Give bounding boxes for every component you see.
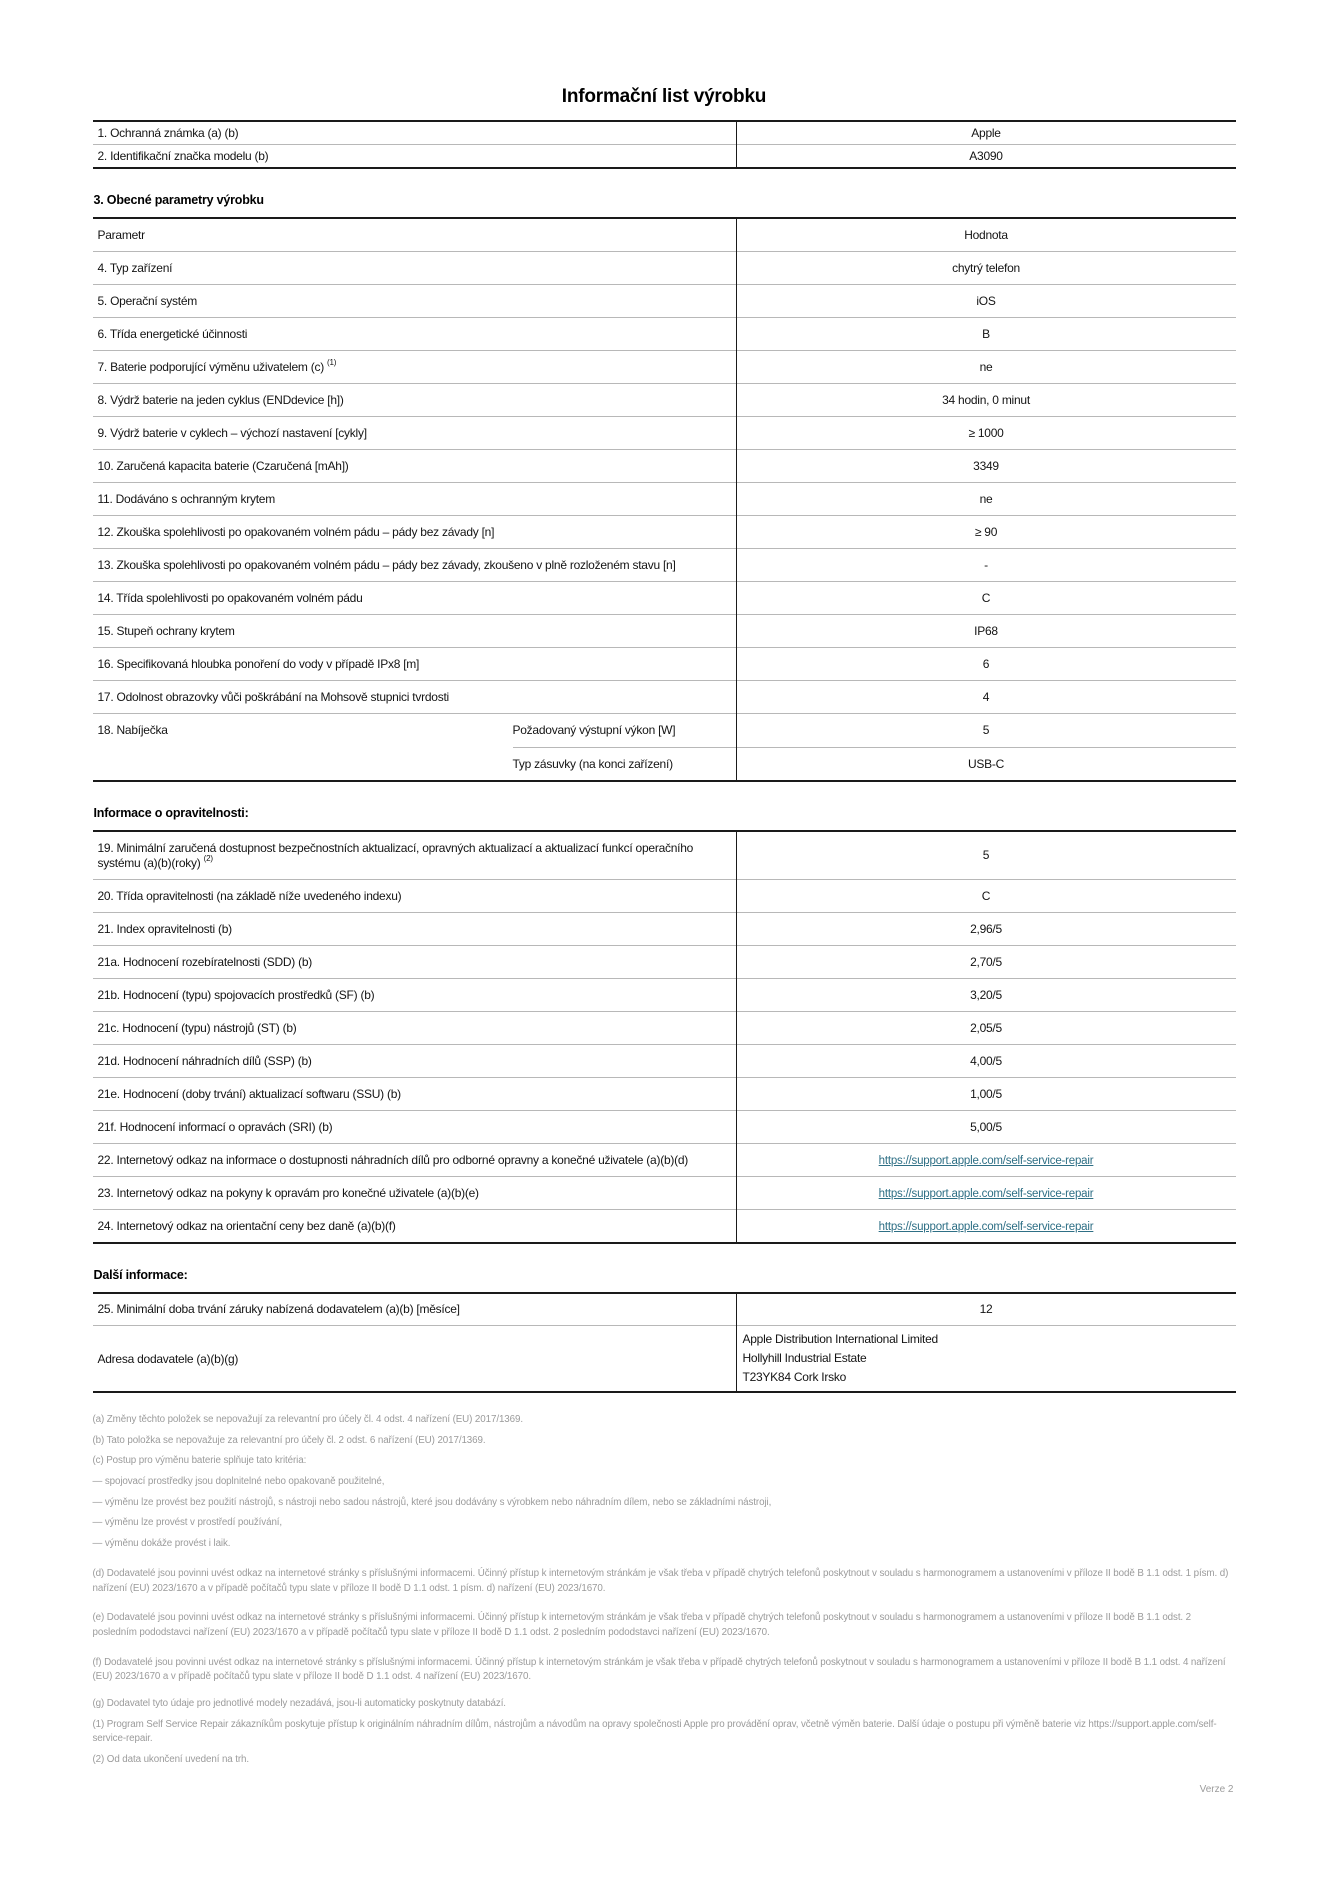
table-row <box>93 317 1236 350</box>
param-label: Adresa dodavatele (a)(b)(g) <box>93 1326 737 1393</box>
address-line: T23YK84 Cork Irsko <box>742 1370 847 1384</box>
param-value: 6 <box>736 647 1236 680</box>
param-label <box>93 831 737 880</box>
param-value: 2,70/5 <box>736 946 1236 979</box>
version-label: Verze 2 <box>1199 1783 1234 1795</box>
param-label: 12. Zkouška spolehlivosti po opakovaném volném pádu – pády bez závady [n] <box>93 515 737 548</box>
charger-sub-label: Požadovaný výstupní výkon [W] <box>512 723 676 737</box>
table-row <box>93 145 1236 169</box>
table-row <box>93 284 1236 317</box>
param-value: 12 <box>979 1302 993 1317</box>
param-label: 6. Třída energetické účinnosti <box>93 317 737 350</box>
charger-sub-value: USB-C <box>737 747 1236 780</box>
supplier-address <box>736 1326 1236 1393</box>
section-heading-additional: Další informace: <box>93 1267 188 1282</box>
footnote-f: (f) Dodavatelé jsou povinni uvést odkaz na internetové stránky s příslušnými informacemi. Účinný přístup k internetovým stránkám je však třeba v případě chytrých telefonů poskytnout v souladu s harmonogramem a ustanoveními v příloze II bodě B 1.1 odst. 4 nařízení (EU) 2023/1670 a v případě počítačů typu slate v příloze II bodě D 1.1 odst. 4 nařízení (EU) 2023/1670. <box>92 1656 1226 1683</box>
table-row <box>93 979 1236 1012</box>
param-label: 9. Výdrž baterie v cyklech – výchozí nastavení [cykly] <box>93 416 737 449</box>
identification-table <box>93 120 1236 169</box>
param-label: 21f. Hodnocení informací o opravách (SRI) (b) <box>93 1111 737 1144</box>
table-row <box>93 515 1236 548</box>
footnote-d: (d) Dodavatelé jsou povinni uvést odkaz na internetové stránky s příslušnými informacemi. Účinný přístup k internetovým stránkám je však třeba v případě chytrých telefonů poskytnout v souladu s harmonogramem a ustanoveními v příloze II bodě B 1.1 odst. 1 písm. d) nařízení (EU) 2023/1670 a v případě počítačů typu slate v příloze II bodě D 1.1 odst. 1 písm. d) nařízení (EU) 2023/1670. <box>92 1567 1229 1594</box>
param-label: 20. Třída opravitelnosti (na základě níže uvedeného indexu) <box>93 880 737 913</box>
repairability-table <box>93 830 1236 1244</box>
footnote-a: (a) Změny těchto položek se nepovažují za relevantní pro účely čl. 4 odst. 4 nařízení (EU) 2017/1369. <box>92 1414 523 1425</box>
param-label: 1. Ochranná známka (a) (b) <box>93 121 737 145</box>
footnote-g: (g) Dodavatel tyto údaje pro jednotlivé modely nezadává, jsou-li automaticky poskytnuty databází. <box>92 1697 506 1709</box>
param-label: 8. Výdrž baterie na jeden cyklus (ENDdevice [h]) <box>93 383 737 416</box>
section-heading-general: 3. Obecné parametry výrobku <box>93 193 264 207</box>
footnote-2: (2) Od data ukončení uvedení na trh. <box>92 1754 250 1765</box>
param-value: 34 hodin, 0 minut <box>736 383 1236 416</box>
table-row <box>93 416 1236 449</box>
param-value: ne <box>736 482 1236 515</box>
param-label-text: 19. Minimální zaručená dostupnost bezpečnostních aktualizací, opravných aktualizací a aktualizací funkcí operačního systému (a)(b)(roky) <box>97 840 694 870</box>
footnote-ref-2: (2) <box>203 853 213 863</box>
param-label <box>93 350 737 383</box>
table-row <box>93 831 1236 880</box>
table-row <box>93 1293 1236 1326</box>
param-label: 21b. Hodnocení (typu) spojovacích prostředků (SF) (b) <box>93 979 737 1012</box>
column-header-parametr: Parametr <box>93 218 737 251</box>
footnote-b: (b) Tato položka se nepovažuje za relevantní pro účely čl. 2 odst. 6 nařízení (EU) 2017/1369. <box>92 1434 486 1446</box>
param-label: 25. Minimální doba trvání záruky nabízená dodavatelem (a)(b) [měsíce] <box>93 1293 737 1326</box>
table-row <box>93 449 1236 482</box>
param-value: ne <box>736 350 1236 383</box>
table-row <box>93 581 1236 614</box>
param-value: 3349 <box>736 449 1236 482</box>
param-label: 2. Identifikační značka modelu (b) <box>93 145 737 169</box>
repair-instructions-link[interactable]: https://support.apple.com/self-service-repair <box>878 1188 1094 1200</box>
table-header-row <box>93 218 1236 251</box>
param-label: 17. Odolnost obrazovky vůči poškrábání na Mohsově stupnici tvrdosti <box>93 680 737 713</box>
param-value: ≥ 90 <box>736 515 1236 548</box>
param-value: B <box>736 317 1236 350</box>
table-row <box>93 913 1236 946</box>
param-value: 1,00/5 <box>736 1078 1236 1111</box>
table-row <box>93 121 1236 145</box>
table-row <box>93 880 1236 913</box>
param-value: IP68 <box>736 614 1236 647</box>
param-label-text: 7. Baterie podporující výměnu uživatelem (c) <box>97 360 324 374</box>
table-row <box>93 1045 1236 1078</box>
param-value: C <box>736 880 1236 913</box>
footnote-c-criterion: — výměnu dokáže provést i laik. <box>92 1538 231 1550</box>
footnote-1: (1) Program Self Service Repair zákazníkům poskytuje přístup k originálním náhradním dílům, nástrojům a návodům na opravy společnosti Apple pro provádění oprav, včetně výměn baterie. Další údaje o postupu při výměně baterie viz https://support.apple.com/self-service-repair. <box>92 1718 1217 1745</box>
table-row <box>93 350 1236 383</box>
param-value: - <box>736 548 1236 581</box>
param-label: 15. Stupeň ochrany krytem <box>93 614 737 647</box>
param-value: 5 <box>982 848 990 863</box>
table-row <box>93 1078 1236 1111</box>
table-row <box>93 1210 1236 1243</box>
param-value: 4 <box>736 680 1236 713</box>
param-value: A3090 <box>736 145 1236 169</box>
param-label: 21c. Hodnocení (typu) nástrojů (ST) (b) <box>93 1012 737 1045</box>
param-value: 2,05/5 <box>736 1012 1236 1045</box>
param-value <box>736 1144 1236 1177</box>
param-label: 21e. Hodnocení (doby trvání) aktualizací softwaru (SSU) (b) <box>93 1078 737 1111</box>
param-value: iOS <box>736 284 1236 317</box>
indicative-prices-link[interactable]: https://support.apple.com/self-service-repair <box>878 1220 1094 1233</box>
param-label: 18. Nabíječka <box>97 722 168 737</box>
param-value: ≥ 1000 <box>736 416 1236 449</box>
address-line: Apple Distribution International Limited <box>742 1332 938 1346</box>
table-row <box>93 1012 1236 1045</box>
table-row <box>93 614 1236 647</box>
column-header-hodnota: Hodnota <box>964 227 1008 242</box>
param-value: Apple <box>971 126 1001 140</box>
table-row <box>93 548 1236 581</box>
footnote-c-criterion: — výměnu lze provést bez použití nástrojů, s nástroji nebo sadou nástrojů, které jsou dodávány s výrobkem nebo náhradním dílem, nebo se základními nástroji, <box>92 1496 772 1508</box>
additional-info-table <box>93 1292 1236 1394</box>
param-label: 21a. Hodnocení rozebíratelnosti (SDD) (b) <box>93 946 737 979</box>
footnote-c-criterion: — spojovací prostředky jsou doplnitelné nebo opakovaně použitelné, <box>92 1476 385 1488</box>
product-information-sheet <box>93 0 1236 1795</box>
param-value: 5,00/5 <box>736 1111 1236 1144</box>
param-value: 2,96/5 <box>736 913 1236 946</box>
param-label: 23. Internetový odkaz na pokyny k opravám pro konečné uživatele (a)(b)(e) <box>93 1177 737 1210</box>
footnote-ref-1: (1) <box>327 358 337 367</box>
section-heading-repairability: Informace o opravitelnosti: <box>93 805 249 820</box>
address-line: Hollyhill Industrial Estate <box>742 1351 867 1365</box>
param-label: 11. Dodáváno s ochranným krytem <box>93 482 737 515</box>
table-row <box>93 251 1236 284</box>
param-value <box>736 1210 1236 1243</box>
footnotes-section <box>93 1413 1236 1795</box>
table-row <box>93 647 1236 680</box>
general-parameters-table <box>93 217 1236 782</box>
param-label: 21. Index opravitelnosti (b) <box>93 913 737 946</box>
supplier-address-row <box>93 1326 1236 1393</box>
table-row <box>93 482 1236 515</box>
footnote-e: (e) Dodavatelé jsou povinni uvést odkaz na internetové stránky s příslušnými informacemi. Účinný přístup k internetovým stránkám je však třeba v případě chytrých telefonů poskytnout v souladu s harmonogramem a ustanoveními v příloze II bodě B 1.1 odst. 2 posledním pododstavci nařízení (EU) 2023/1670 a v případě počítačů typu slate v příloze II bodě D 1.1 odst. 2 posledním pododstavci nařízení (EU) 2023/1670. <box>92 1612 1192 1638</box>
param-value <box>736 1177 1236 1210</box>
charger-row <box>93 713 1236 781</box>
param-label: 24. Internetový odkaz na orientační ceny bez daně (a)(b)(f) <box>93 1210 737 1243</box>
spare-parts-link[interactable]: https://support.apple.com/self-service-repair <box>878 1155 1094 1167</box>
param-label: 5. Operační systém <box>93 284 737 317</box>
param-value: C <box>736 581 1236 614</box>
param-label: 22. Internetový odkaz na informace o dostupnosti náhradních dílů pro odborné opravny a konečné uživatele (a)(b)(d) <box>93 1144 737 1177</box>
param-label: 13. Zkouška spolehlivosti po opakovaném volném pádu – pády bez závady, zkoušeno v plně rozloženém stavu [n] <box>93 548 737 581</box>
table-row <box>93 680 1236 713</box>
param-value: 4,00/5 <box>736 1045 1236 1078</box>
param-value: chytrý telefon <box>736 251 1236 284</box>
page-title: Informační list výrobku <box>561 86 767 107</box>
footnote-c: (c) Postup pro výměnu baterie splňuje tato kritéria: <box>92 1455 307 1467</box>
charger-cell <box>93 713 737 781</box>
param-label: 16. Specifikovaná hloubka ponoření do vody v případě IPx8 [m] <box>93 647 737 680</box>
param-label: 10. Zaručená kapacita baterie (Czaručená [mAh]) <box>93 449 737 482</box>
charger-sub-value: 5 <box>982 723 990 737</box>
param-label: 4. Typ zařízení <box>93 251 737 284</box>
charger-sub-label: Typ zásuvky (na konci zařízení) <box>513 747 736 780</box>
table-row <box>93 946 1236 979</box>
param-label: 14. Třída spolehlivosti po opakovaném volném pádu <box>93 581 737 614</box>
footnote-c-criterion: — výměnu lze provést v prostředí používání, <box>92 1517 283 1529</box>
param-label: 21d. Hodnocení náhradních dílů (SSP) (b) <box>93 1045 737 1078</box>
table-row <box>93 1177 1236 1210</box>
table-row <box>93 1111 1236 1144</box>
table-row <box>93 1144 1236 1177</box>
charger-values-cell <box>736 713 1236 781</box>
param-value: 3,20/5 <box>736 979 1236 1012</box>
table-row <box>93 383 1236 416</box>
